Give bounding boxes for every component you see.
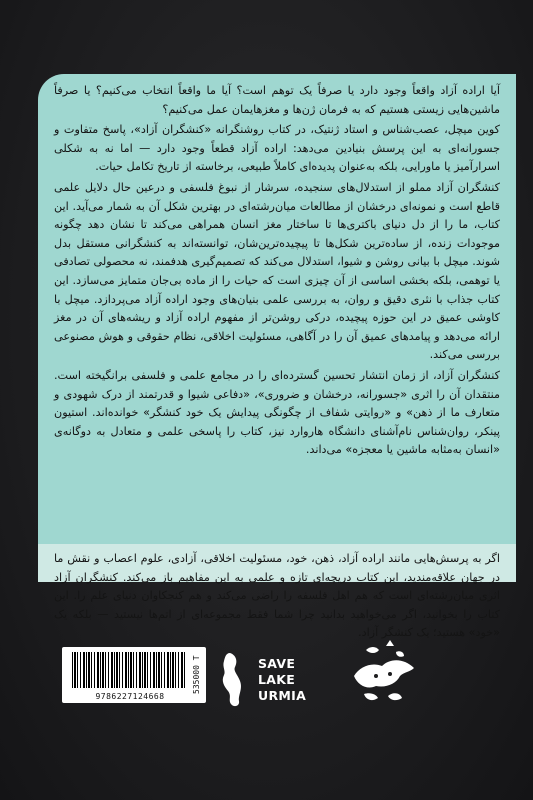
barcode-bars: [72, 652, 186, 688]
paragraph-reception: کنشگران آزاد، از زمان انتشار تحسین گسترده‌ای را در مجامع علمی و فلسفی برانگیخته است. منتقدان آن را اثری «جسورانه، درخشان و ضروری»، «دفاعی شیوا و قدرتمند از درک شهودی و متعارف ما از ذهن» و «روایتی شفاف از چگونگی پیدایش یک خود کنشگر» خوانده‌اند. استیون پینکر، روان‌شناس نام‌آشنای دانشگاه هاروارد نیز، کتاب را پاسخی علمی و متعادل به دوگانه‌ی «انسان به‌مثابه ماشین یا معجزه» می‌داند.: [54, 368, 500, 457]
lake-urmia-icon: [216, 651, 250, 709]
price-label: 535000 T: [192, 655, 201, 695]
paragraph-author: کوین میچل، عصب‌شناس و استاد ژنتیک، در کتاب روشنگرانه «کنشگران آزاد»، پاسخ متفاوت و جسورانه‌ای به این پرسش بنیادین می‌دهد: اراده آزاد قطعاً وجود دارد — اما نه به شکلی اسرارآمیز یا ماورایی، بلکه به‌عنوان پدیده‌ای کاملاً طبیعی، برخاسته از تاریخ تکامل حیات.: [54, 123, 500, 174]
panel-footer: [38, 544, 516, 640]
save-text: SAVE: [258, 656, 296, 671]
paragraph-summary: کنشگران آزاد مملو از استدلال‌های سنجیده، سرشار از نبوغ فلسفی و درعین حال دلایل علمی قاطع است و نمونه‌ای درخشان از مطالعات میان‌رشته‌ای در بهترین شکل آن به شمار می‌آید. این کتاب، ما را از دل دنیای باکتری‌ها تا ساختار مغز انسان همراهی می‌کند تا نشان دهد چگونه موجودات زنده، از ساده‌ترین شکل‌ها تا پیچیده‌ترین‌شان، توانسته‌اند به کنشگرانی مستقل بدل شوند. میچل با بیانی روشن و شیوا، استدلال می‌کند که تصمیم‌گیری هدفمند، نه محصولی تصادفی یا توهمی، بلکه بخشی اساسی از آن چیزی است که حیات را از ماده بی‌جان متمایز می‌سازد. این کتاب جذاب با نثری دقیق و روان، به بررسی علمی بنیان‌های وجود اراده آزاد می‌پردازد. میچل با کاوشی عمیق در این حوزه پیچیده، درکی روشن‌تر از مفهوم اراده آزاد و ریشه‌های آن در مغز ارائه می‌دهد و پیامدهای عمیق آن را در آگاهی، مسئولیت اخلاقی، نظام حقوقی و هوش مصنوعی بررسی می‌کند.: [54, 180, 500, 362]
save-lake-urmia-text: [258, 656, 328, 704]
paragraph-intro: آیا اراده آزاد واقعاً وجود دارد یا صرفاً یک توهم است؟ آیا ما واقعاً انتخاب می‌کنیم؟ یا صرفاً ماشین‌هایی زیستی هستیم که به فرمان ژن‌ها و مغزهایمان عمل می‌کنیم؟: [54, 84, 500, 116]
lake-urmia-text: LAKE URMIA: [258, 672, 307, 703]
barcode: [62, 647, 206, 703]
description-panel: [38, 74, 516, 640]
isbn-number: 9786227124668: [95, 692, 165, 701]
publisher-logo: [346, 632, 422, 712]
paragraph-call-to-action: اگر به پرسش‌هایی مانند اراده آزاد، ذهن، خود، مسئولیت اخلاقی، آزادی، علوم اعصاب و نقش ما در جهان علاقه‌مندید، این کتاب دریچه‌ای تازه و علمی به این مفاهیم باز می‌کند. کنشگران آزاد اثری میان‌رشته‌ای است که هم اهل فلسفه را راضی می‌کند و هم کنجکاوان دنیای علم را. این کتاب را بخوانید، اگر می‌خواهید بدانید چرا شما فقط مجموعه‌ای از اتم‌ها نیستید — بلکه یک «خود» هستید؛ یک کنشگر آزاد.: [54, 552, 500, 640]
description-text: [38, 74, 516, 460]
